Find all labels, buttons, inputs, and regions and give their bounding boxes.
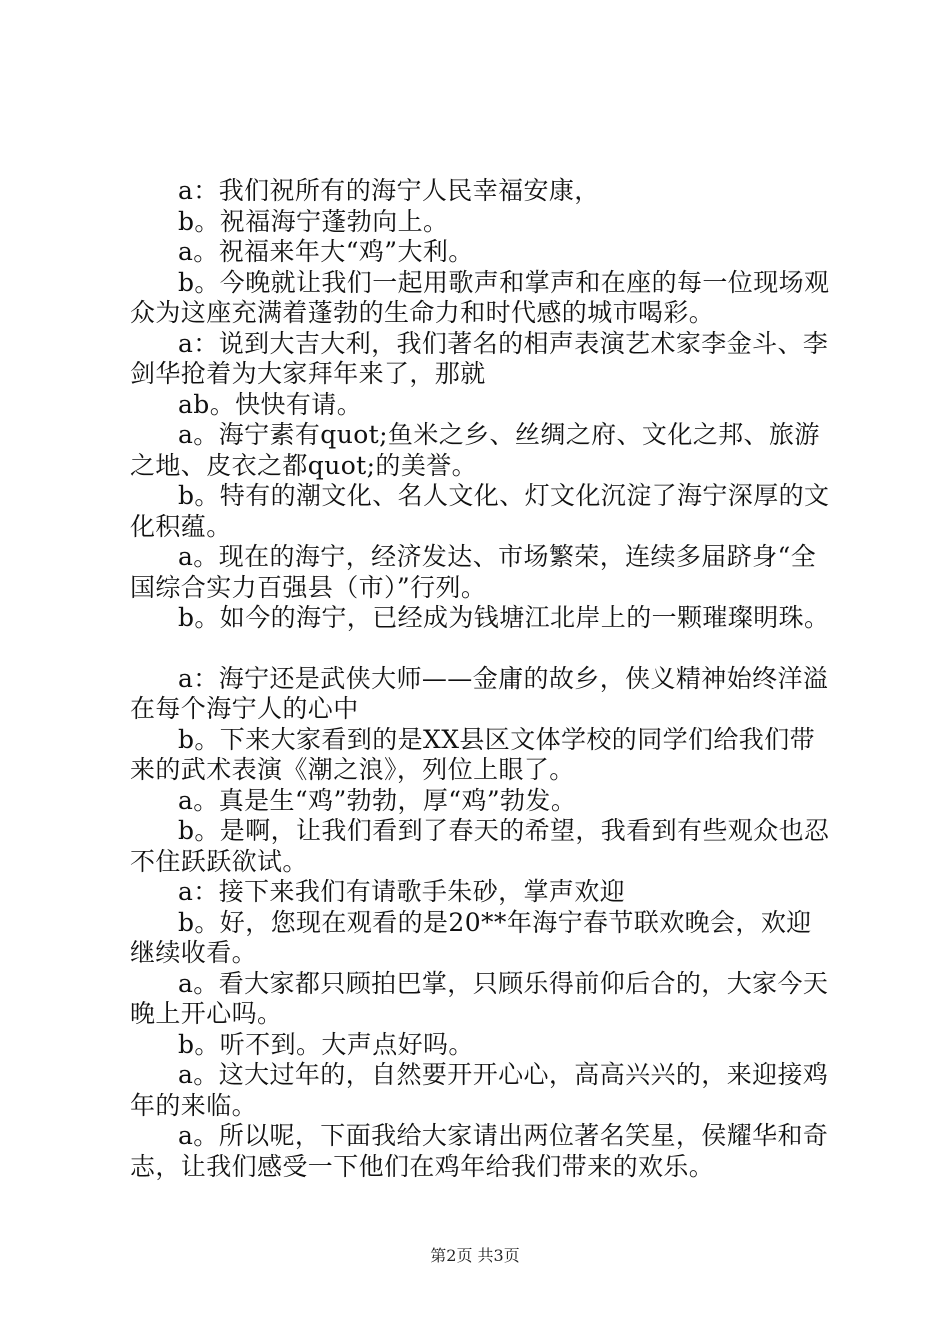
paragraph: b。好，您现在观看的是20**年海宁春节联欢晚会，欢迎继续收看。 [130, 907, 812, 967]
paragraph: a：海宁还是武侠大师——金庸的故乡，侠义精神始终洋溢在每个海宁人的心中 [130, 663, 829, 723]
document-body [130, 176, 830, 1182]
paragraph: b。如今的海宁，已经成为钱塘江北岸上的一颗璀璨明珠。 [178, 603, 830, 632]
paragraph: a。所以呢，下面我给大家请出两位著名笑星，侯耀华和奇志，让我们感受一下他们在鸡年给我们带来的欢乐。 [130, 1121, 829, 1181]
paragraph: ab。快快有请。 [178, 389, 363, 419]
paragraph: a：说到大吉大利，我们著名的相声表演艺术家李金斗、李剑华抢着为大家拜年来了，那就 [130, 328, 829, 388]
paragraph: a：我们祝所有的海宁人民幸福安康， [178, 176, 600, 205]
paragraph: a。真是生“鸡”勃勃，厚“鸡”勃发。 [178, 785, 577, 815]
paragraph: a。这大过年的，自然要开开心心，高高兴兴的，来迎接鸡年的来临。 [130, 1060, 829, 1120]
paragraph: b。特有的潮文化、名人文化、灯文化沉淀了海宁深厚的文化积蕴。 [130, 481, 830, 541]
page-footer [0, 1243, 950, 1266]
paragraph: a：接下来我们有请歌手朱砂，掌声欢迎 [178, 877, 626, 906]
paragraph-spacer [130, 634, 830, 664]
paragraph: a。现在的海宁，经济发达、市场繁荣，连续多届跻身“全国综合实力百强县（市）”行列。 [130, 542, 817, 602]
page-number-label: 第2页 共3页 [430, 1246, 520, 1265]
paragraph: b。祝福海宁蓬勃向上。 [178, 206, 449, 236]
paragraph: a。看大家都只顾拍巴掌，只顾乐得前仰后合的，大家今天晚上开心吗。 [130, 968, 829, 1028]
paragraph: a。祝福来年大“鸡”大利。 [178, 237, 474, 266]
paragraph: a。海宁素有quot;鱼米之乡、丝绸之府、文化之邦、旅游之地、皮衣之都quot;的美誉。 [130, 420, 820, 480]
paragraph: b。听不到。大声点好吗。 [178, 1029, 474, 1059]
paragraph: b。今晚就让我们一起用歌声和掌声和在座的每一位现场观众为这座充满着蓬勃的生命力和时代感的城市喝彩。 [130, 267, 830, 327]
paragraph: b。下来大家看到的是XX县区文体学校的同学们给我们带来的武术表演《潮之浪》，列位上眼了。 [130, 724, 816, 784]
paragraph: b。是啊，让我们看到了春天的希望，我看到有些观众也忍不住跃跃欲试。 [130, 816, 830, 876]
